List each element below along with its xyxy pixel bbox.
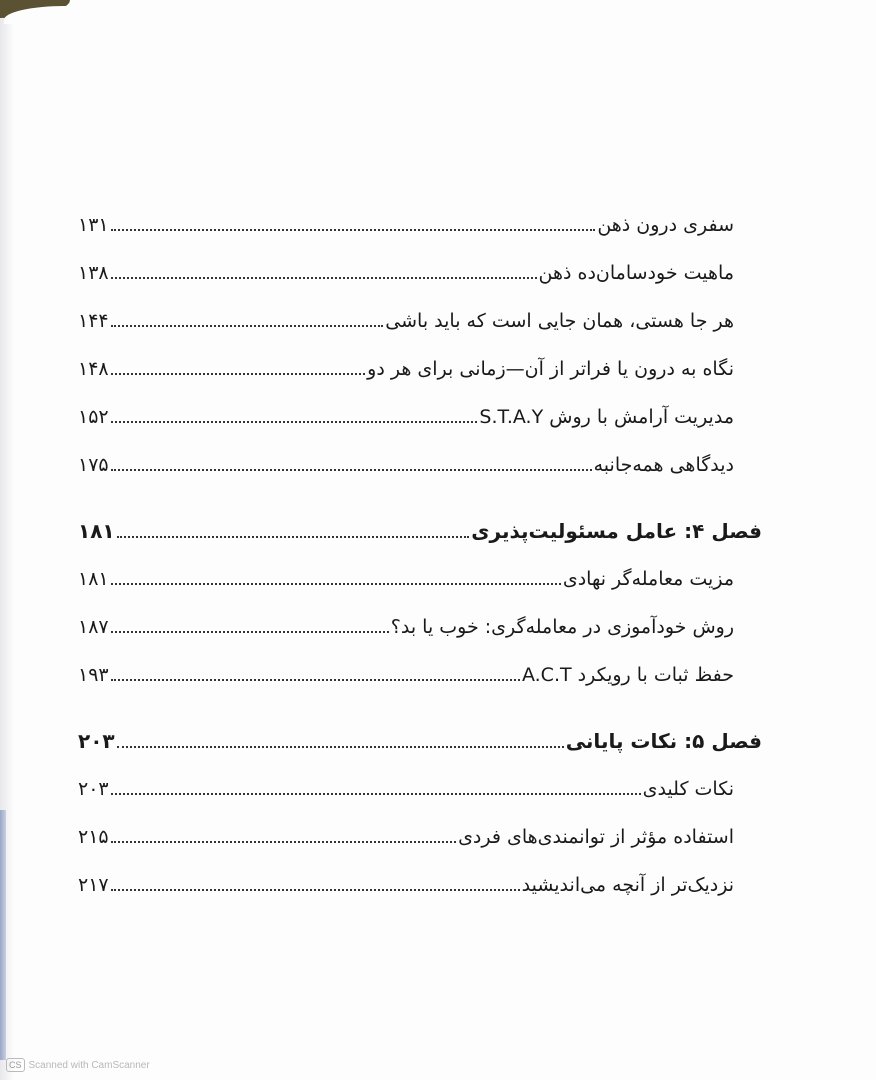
dot-leader	[111, 888, 520, 891]
page-edge-shadow	[0, 810, 6, 1060]
chapter-title: فصل ۴: عامل مسئولیت‌پذیری	[471, 519, 762, 543]
scanner-watermark	[6, 1058, 150, 1072]
toc-entry-title: دیدگاهی همه‌جانبه	[593, 454, 734, 476]
toc-entry-title: حفظ ثبات با رویکرد A.C.T	[521, 664, 734, 686]
toc-entry-page: ۲۱۵	[78, 826, 109, 848]
camscanner-logo-icon: CS	[6, 1058, 25, 1072]
toc-entry-page: ۱۳۱	[78, 214, 109, 236]
dot-leader	[111, 276, 537, 279]
toc-entry	[70, 253, 762, 301]
toc-entry	[70, 769, 762, 817]
toc-entry	[70, 397, 762, 445]
toc-entry-title: ماهیت خودسامان‌ده ذهن	[538, 262, 734, 284]
dot-leader	[111, 468, 592, 471]
toc-entry-title: نکات کلیدی	[642, 778, 734, 800]
toc-entry	[70, 817, 762, 865]
dot-leader	[111, 228, 596, 231]
dot-leader	[117, 745, 564, 748]
toc-entry-page: ۲۱۷	[78, 874, 109, 896]
chapter-page: ۲۰۳	[78, 729, 115, 753]
toc-entry	[70, 445, 762, 493]
toc-chapter-4	[70, 511, 762, 559]
toc-entry-title: نگاه به درون یا فراتر از آن—زمانی برای هر دو	[367, 358, 734, 380]
toc-entry-page: ۱۳۸	[78, 262, 109, 284]
table-of-contents	[70, 205, 762, 913]
section-gap	[70, 493, 762, 511]
toc-entry-title: مدیریت آرامش با روش S.T.A.Y	[479, 406, 734, 428]
toc-entry	[70, 655, 762, 703]
dot-leader	[111, 678, 520, 681]
toc-entry-title: مزیت معامله‌گر نهادی	[562, 568, 734, 590]
toc-entry	[70, 301, 762, 349]
dot-leader	[111, 792, 641, 795]
toc-entry	[70, 205, 762, 253]
toc-entry-page: ۱۸۱	[78, 568, 109, 590]
toc-entry-title: استفاده مؤثر از توانمندی‌های فردی	[458, 826, 734, 848]
page-corner-inner	[4, 6, 70, 24]
toc-entry-page: ۱۴۴	[78, 310, 109, 332]
toc-entry-page: ۲۰۳	[78, 778, 109, 800]
toc-entry-title: روش خودآموزی در معامله‌گری: خوب یا بد؟	[390, 616, 734, 638]
toc-entry	[70, 607, 762, 655]
toc-entry-page: ۱۵۲	[78, 406, 109, 428]
dot-leader	[111, 582, 561, 585]
section-gap	[70, 703, 762, 721]
toc-entry-page: ۱۹۳	[78, 664, 109, 686]
toc-entry	[70, 865, 762, 913]
toc-entry-title: سفری درون ذهن	[597, 214, 734, 236]
chapter-title: فصل ۵: نکات پایانی	[565, 729, 762, 753]
dot-leader	[111, 630, 389, 633]
toc-entry	[70, 559, 762, 607]
toc-entry-title: هر جا هستی، همان جایی است که باید باشی	[385, 310, 734, 332]
dot-leader	[111, 324, 384, 327]
toc-entry	[70, 349, 762, 397]
toc-entry-page: ۱۸۷	[78, 616, 109, 638]
dot-leader	[111, 420, 478, 423]
dot-leader	[111, 372, 366, 375]
watermark-text: Scanned with CamScanner	[28, 1059, 150, 1071]
page-corner-shadow	[0, 0, 70, 18]
toc-chapter-5	[70, 721, 762, 769]
toc-entry-page: ۱۷۵	[78, 454, 109, 476]
toc-entry-page: ۱۴۸	[78, 358, 109, 380]
dot-leader	[117, 535, 470, 538]
toc-entry-title: نزدیک‌تر از آنچه می‌اندیشید	[521, 874, 734, 896]
chapter-page: ۱۸۱	[78, 519, 115, 543]
dot-leader	[111, 840, 456, 843]
